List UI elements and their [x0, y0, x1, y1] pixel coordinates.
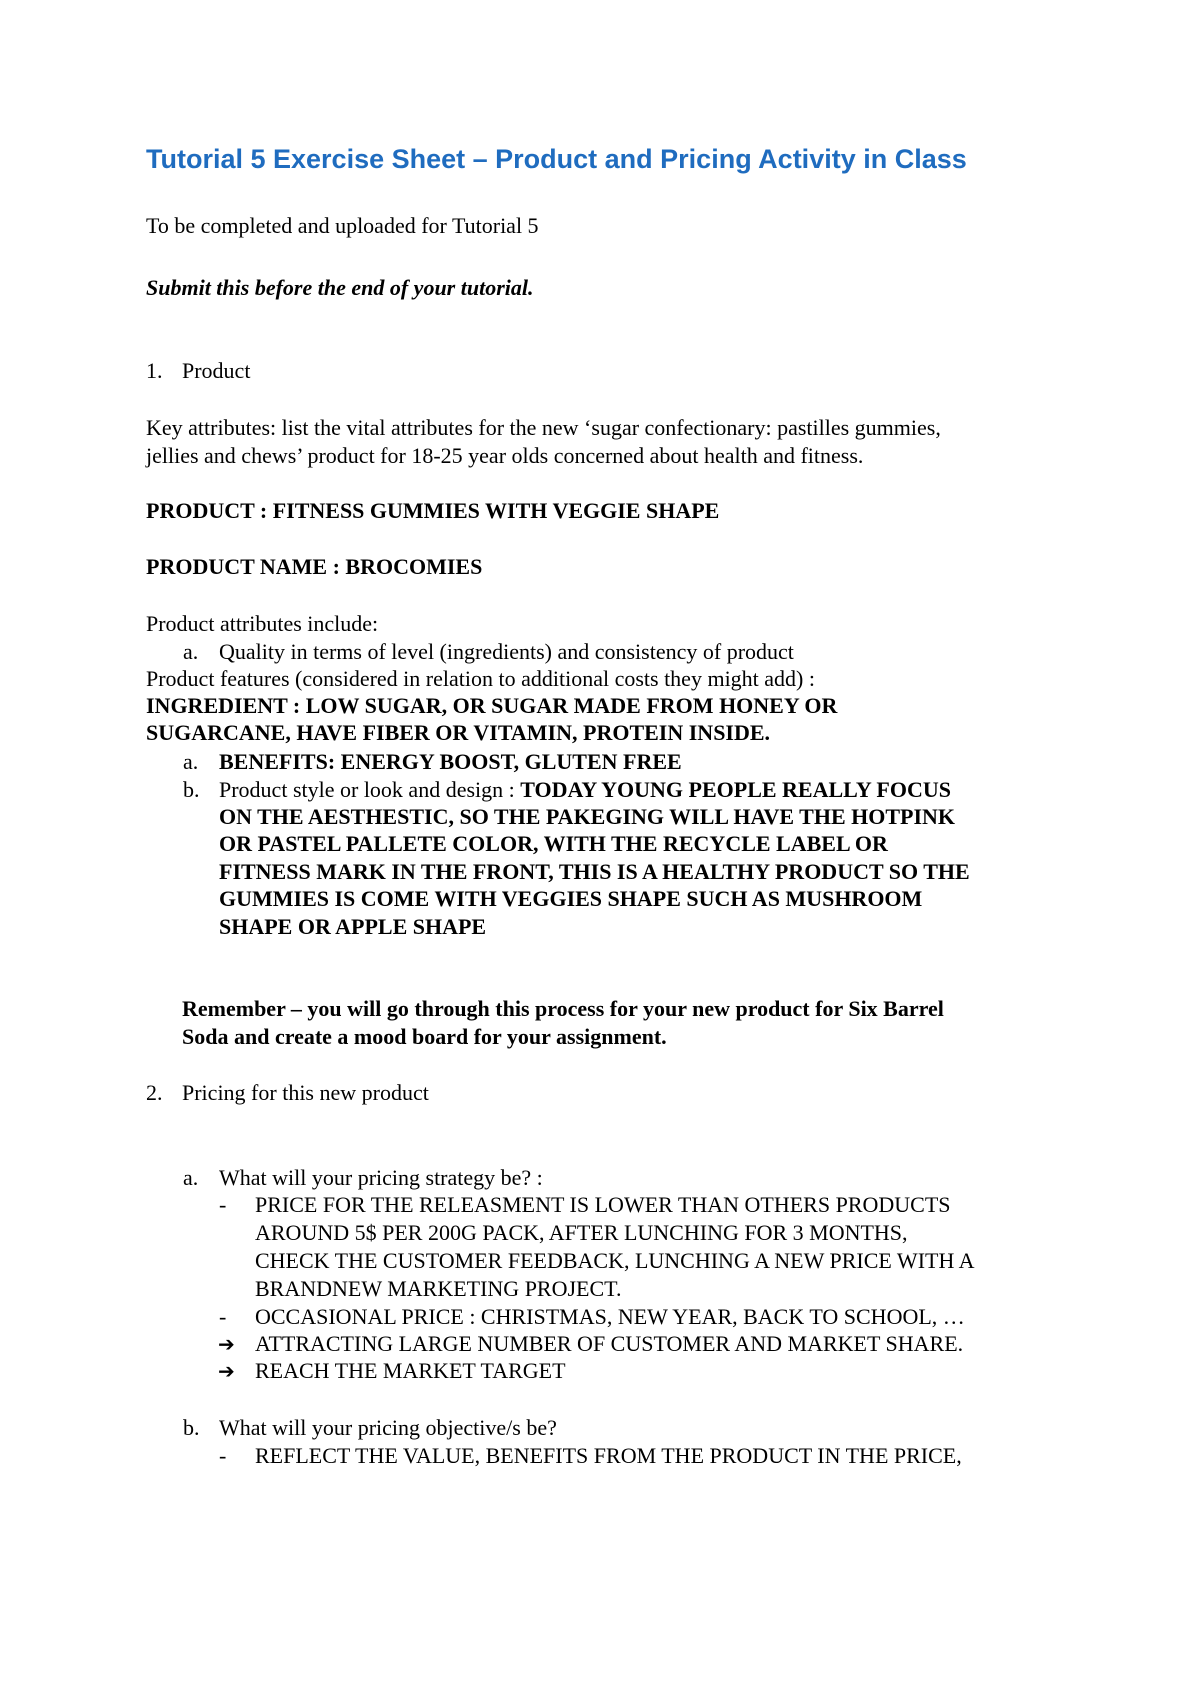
style-marker: b. [183, 777, 200, 802]
item-a-text: Quality in terms of level (ingredients) and consistency of product [219, 639, 794, 664]
section1-heading: Product [182, 358, 251, 383]
strategy-line-1: PRICE FOR THE RELEASMENT IS LOWER THAN OTHERS PRODUCTS [255, 1192, 951, 1217]
arrow-icon: ➔ [218, 1332, 235, 1356]
style-text-1: TODAY YOUNG PEOPLE REALLY FOCUS [520, 777, 951, 802]
attributes-intro: Product attributes include: [146, 611, 379, 636]
style-line-1 [219, 776, 951, 804]
ingredient-line-2: SUGARCANE, HAVE FIBER OR VITAMIN, PROTEIN INSIDE. [146, 720, 771, 745]
arrow-icon: ➔ [218, 1359, 235, 1383]
remember-line-2: Soda and create a mood board for your assignment. [182, 1024, 667, 1049]
section2-heading: Pricing for this new product [182, 1080, 429, 1105]
style-line-3: OR PASTEL PALLETE COLOR, WITH THE RECYCLE LABEL OR [219, 831, 888, 856]
product-name-line: PRODUCT NAME : BROCOMIES [146, 554, 483, 579]
style-line-5: GUMMIES IS COME WITH VEGGIES SHAPE SUCH AS MUSHROOM [219, 886, 923, 911]
style-line-4: FITNESS MARK IN THE FRONT, THIS IS A HEALTHY PRODUCT SO THE [219, 859, 970, 884]
dash-marker-2: - [219, 1304, 227, 1329]
benefits-marker: a. [183, 749, 199, 774]
question-a-marker: a. [183, 1165, 199, 1190]
objective-line-1: REFLECT THE VALUE, BENEFITS FROM THE PRODUCT IN THE PRICE, [255, 1443, 962, 1468]
product-line: PRODUCT : FITNESS GUMMIES WITH VEGGIE SHAPE [146, 498, 720, 523]
style-line-6: SHAPE OR APPLE SHAPE [219, 914, 487, 939]
key-attributes-line-1: Key attributes: list the vital attributes for the new ‘sugar confectionary: pastilles gummies, [146, 415, 941, 440]
question-b-text: What will your pricing objective/s be? [219, 1415, 557, 1440]
benefits-text: BENEFITS: ENERGY BOOST, GLUTEN FREE [219, 749, 682, 774]
strategy-line-3: CHECK THE CUSTOMER FEEDBACK, LUNCHING A NEW PRICE WITH A [255, 1248, 975, 1273]
arrow-line-2: REACH THE MARKET TARGET [255, 1358, 566, 1383]
style-label: Product style or look and design : [219, 777, 521, 802]
section2-number: 2. [146, 1080, 163, 1105]
dash-marker-3: - [219, 1443, 227, 1468]
features-line: Product features (considered in relation to additional costs they might add) : [146, 666, 815, 691]
document-title: Tutorial 5 Exercise Sheet – Product and Pricing Activity in Class [146, 144, 967, 174]
ingredient-line-1: INGREDIENT : LOW SUGAR, OR SUGAR MADE FROM HONEY OR [146, 693, 838, 718]
intro-text: To be completed and uploaded for Tutorial 5 [146, 213, 539, 238]
question-a-text: What will your pricing strategy be? : [219, 1165, 543, 1190]
strategy-line-4: BRANDNEW MARKETING PROJECT. [255, 1276, 622, 1301]
submit-note: Submit this before the end of your tutorial. [146, 275, 534, 300]
section1-number: 1. [146, 358, 163, 383]
occasional-price-line: OCCASIONAL PRICE : CHRISTMAS, NEW YEAR, BACK TO SCHOOL, … [255, 1304, 965, 1329]
remember-line-1: Remember – you will go through this process for your new product for Six Barrel [182, 996, 944, 1021]
arrow-line-1: ATTRACTING LARGE NUMBER OF CUSTOMER AND MARKET SHARE. [255, 1331, 964, 1356]
strategy-line-2: AROUND 5$ PER 200G PACK, AFTER LUNCHING FOR 3 MONTHS, [255, 1220, 908, 1245]
item-a-marker: a. [183, 639, 199, 664]
question-b-marker: b. [183, 1415, 200, 1440]
style-line-2: ON THE AESTHESTIC, SO THE PAKEGING WILL HAVE THE HOTPINK [219, 804, 956, 829]
key-attributes-line-2: jellies and chews’ product for 18-25 year olds concerned about health and fitness. [146, 443, 864, 468]
dash-marker-1: - [219, 1192, 227, 1217]
